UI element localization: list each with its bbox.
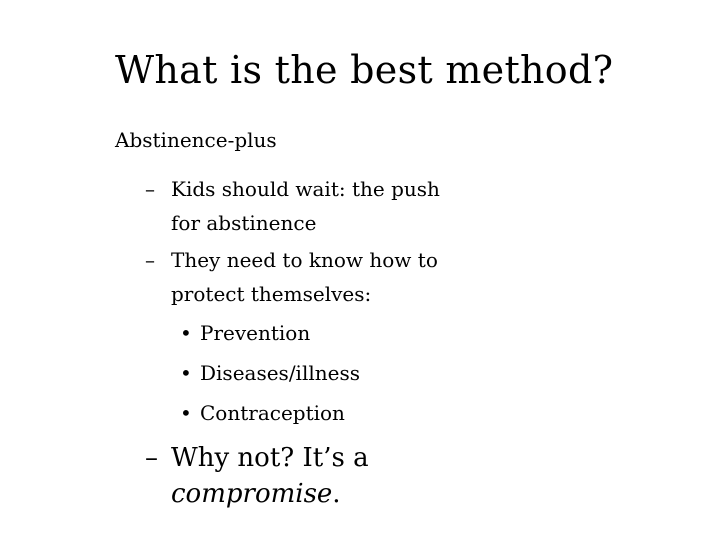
bullet-level1-abstinence-plus: Abstinence-plus: [115, 128, 277, 152]
slide-title: What is the best method?: [115, 48, 614, 92]
sub-bullet-line1: Kids should wait: the push: [171, 177, 440, 201]
sub-bullet-kids-wait: [145, 172, 525, 240]
compromise-period: .: [332, 479, 341, 509]
sub-bullet-compromise: [145, 440, 525, 512]
bullet-marker: •: [180, 321, 192, 345]
bullet-marker: •: [180, 401, 192, 425]
sub-bullet-protect-themselves: [145, 243, 525, 311]
dash-marker: –: [145, 443, 158, 473]
compromise-emphasis: compromise: [171, 479, 333, 509]
subsub-bullet-text: Prevention: [200, 321, 311, 345]
sub-bullet-line1: They need to know how to: [171, 248, 438, 272]
subsub-bullet-text: Contraception: [200, 401, 345, 425]
dash-marker: –: [145, 177, 155, 201]
subsub-bullet-diseases: [180, 356, 360, 390]
subsub-bullet-text: Diseases/illness: [200, 361, 360, 385]
subsub-bullet-prevention: [180, 316, 310, 350]
bullet-marker: •: [180, 361, 192, 385]
dash-marker: –: [145, 248, 155, 272]
compromise-line1: Why not? It’s a: [171, 443, 369, 473]
compromise-line2: [171, 476, 525, 512]
sub-bullet-line2: protect themselves:: [171, 282, 372, 306]
sub-bullet-line2: for abstinence: [171, 211, 317, 235]
subsub-bullet-contraception: [180, 396, 345, 430]
